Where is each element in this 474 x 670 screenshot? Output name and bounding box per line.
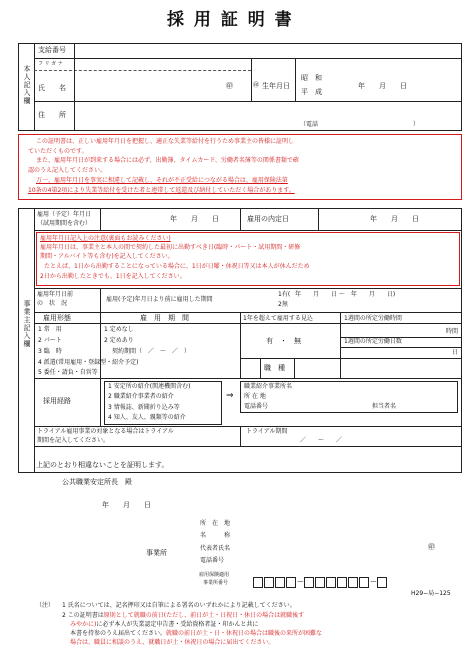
emp-no-boxes[interactable] [253,572,388,591]
offer-date-field[interactable]: 年 月 日 [370,215,419,223]
form-code: H29−局−125 [411,590,451,597]
footnote-1: 1 氏名については、記名押印又は自筆による署名のいずれかにより記載してください。 [62,602,296,609]
period-option-2[interactable]: 2 定めあり [104,337,134,344]
caution-line-1a: 雇用年月日は、事業主と本人の間で契約した最初に出勤すべき日(臨時・パート・試用期間・研修 [40,244,301,251]
furigana-field[interactable] [76,59,250,70]
phone-label: （電話 [300,121,319,128]
footnote-2d: 場合は、職員に相談のうえ、就職日が土・休祝日の場合に届出てください。 [70,639,275,646]
name-label: 氏 名 [38,84,66,92]
emp-no-label-2: 事業所番号 [203,580,229,586]
hire-date-sub: （試用期間を含む） [37,220,92,227]
before-status-label-2: の 状 況 [37,300,68,307]
office-tel-label: 電話番号 [200,557,225,564]
over-year-yes-no[interactable]: 有 ・ 無 [266,337,301,345]
name-field[interactable] [76,72,226,100]
trial-label-2: 期間を記入してください。 [37,437,110,444]
agency-phone-label: 電話番号 [244,403,269,410]
period-label: 雇 用 期 間 [140,314,189,322]
contract-period-field[interactable]: 契約期間（ ／ 〜 ／ ） [112,348,191,355]
form-option-3[interactable]: 3 臨 時 [38,348,62,355]
before-yes-option[interactable]: 1有( [278,291,291,298]
caution-line-2a: たとえば、1日から出勤することになっている場合に、1日が日曜・休祝日等又は本人が休んだため [44,263,310,270]
footnote-2a: 2 この証明書は原則として就職の前日(ただし、前日が土・日祝日・休日の場合は就職後す [62,612,305,619]
office-rep-field[interactable] [250,544,425,554]
agency-name-field[interactable] [300,382,456,392]
hire-date-field[interactable]: 年 月 日 [170,215,219,223]
job-field[interactable] [296,359,461,377]
phone-field[interactable] [328,121,412,129]
office-rep-label: 代表者氏名 [200,545,231,552]
insured-no-field[interactable] [76,44,461,57]
footnote-head: （注） [36,602,55,609]
era-showa[interactable]: 昭 和 [301,74,322,82]
address-field[interactable] [76,102,461,120]
office-name-field[interactable] [250,531,440,541]
form-option-4[interactable]: 4 派遣(常用雇用・登録型・紹介予定) [38,359,139,366]
birthdate-field[interactable]: 年 月 日 [358,82,407,90]
route-arrow-icon: ⇒ [226,391,234,401]
weekly-hours-field[interactable] [341,324,441,336]
address-label: 住 所 [38,111,66,119]
notice-line-3a: 万一、雇用年月日を事実に相違して記載し、それが不正受給につながる場合は、雇用保険法第 [36,177,288,184]
notice-line-1b: ていただくものです。 [28,148,88,155]
agency-person-label: 担当者名 [372,403,397,410]
office-address-field[interactable] [250,519,440,529]
caution-title: 雇用年月日記入上の注意(裏面もお読みください) [40,235,171,242]
route-option-4[interactable]: 4 知人、友人、親類等の紹介 [108,414,186,421]
phone-close: ） [413,121,420,128]
agency-address-label: 所 在 地 [244,393,266,400]
insured-no-label: 支給番号 [38,46,66,54]
seal-mark-personal: ㊞ [226,82,233,90]
form-option-2[interactable]: 2 パート [38,337,62,344]
emp-no-label: 雇用保険適用 [199,572,230,578]
certify-date-field[interactable]: 年 月 日 [102,501,151,509]
trial-period-label: トライアル期間 [246,428,288,435]
notice-line-2b: 認のうえ記入してください。 [28,167,107,174]
offer-date-label: 雇用の内定日 [247,215,289,223]
footnote-2c: 本書を持参のうえ届出てください。就職の前日が土・日・休祝日の場合は職後の来所が困難な [70,630,323,637]
office-tel-field[interactable] [250,556,440,566]
form-option-1[interactable]: 1 常 用 [38,326,62,333]
route-option-2[interactable]: 2 職業紹介事業者の紹介 [108,393,174,400]
emp-no-dash-2: ー [370,578,377,586]
before-status-label: 雇用年月日前 [37,291,74,298]
emp-no-dash-1: ー [297,578,304,586]
before-no-option[interactable]: 2無 [278,301,288,308]
personal-section-label: 本人記入欄 [23,65,31,105]
trial-period-field[interactable]: ／ 〜 ／ [300,437,343,444]
certify-statement: 上記のとおり相違ないことを証明します。 [36,461,169,469]
period-option-1[interactable]: 1 定めなし [104,326,134,333]
route-option-1[interactable]: 1 安定所の紹介(関連機関含む) [108,383,191,390]
hire-date-label: 雇用（予定）年月日 [37,211,92,218]
office-label: 事業所 [146,549,167,557]
notice-line-1a: この証明書は、正しい雇用年月日を把握し、適正な失業等給付を行うため事業主の皆様に証明し [36,138,295,145]
days-unit: 日 [452,349,459,356]
employer-section-label: 事業主記入欄 [23,300,31,348]
before-range-field[interactable]: 年 月 日 〜 年 月 日) [295,291,396,298]
before-status-text: 雇用(予定)年月日より前に雇用した期間 [106,296,213,303]
office-seal-mark: ㊞ [428,543,435,551]
office-address-label: 所 在 地 [200,520,231,527]
era-heisei[interactable]: 平 成 [301,88,322,96]
agency-name-label: 職業紹介事業所名 [244,383,293,390]
weekly-hours-label: 1週間の所定労働時間 [344,315,402,322]
route-option-3[interactable]: 3 情報誌、新聞折り込み等 [108,404,180,411]
trial-label: トライアル雇用事業の対象となる場合はトライアル [37,428,174,435]
job-label: 職 種 [264,364,285,372]
weekly-days-field[interactable] [341,348,441,358]
form-label: 雇用形態 [43,314,71,322]
hours-unit: 時間 [446,328,459,335]
days-label: 1週間の所定労働日数 [344,338,402,345]
certify-addressee: 公共職業安定所長 殿 [62,478,132,486]
page-title: 採 用 証 明 書 [167,10,294,30]
over-year-label: 1年を超えて雇用する見込 [243,315,313,322]
caution-line-1b: 期間・アルバイト等も含む)を記入してください。 [40,253,174,260]
office-name-label: 名 称 [200,532,231,539]
furigana-label: フ リ ガ ナ [38,61,63,67]
footnote-2b: みやかに)に必ず本人が失業認定申告書・受給資格者証・印かんと共に [70,621,259,628]
seal-mark-label: ㊞ [253,82,260,89]
route-label: 採用経路 [43,397,71,405]
form-option-5[interactable]: 5 委任・請負・自営等 [38,369,98,376]
birthdate-label: 生年月日 [262,82,290,90]
notice-line-2a: また、雇用年月日が到来する場合には必ず、出勤簿、タイムカード、労働者名簿等の関係書類で確 [36,157,299,164]
caution-line-2b: 2日から出勤したときでも、1日を記入してください。 [40,273,186,280]
notice-line-3b: 10条の4第2項により失業等給付を受けた者と連帯して返還及び納付していただく場合があります。 [28,187,295,194]
